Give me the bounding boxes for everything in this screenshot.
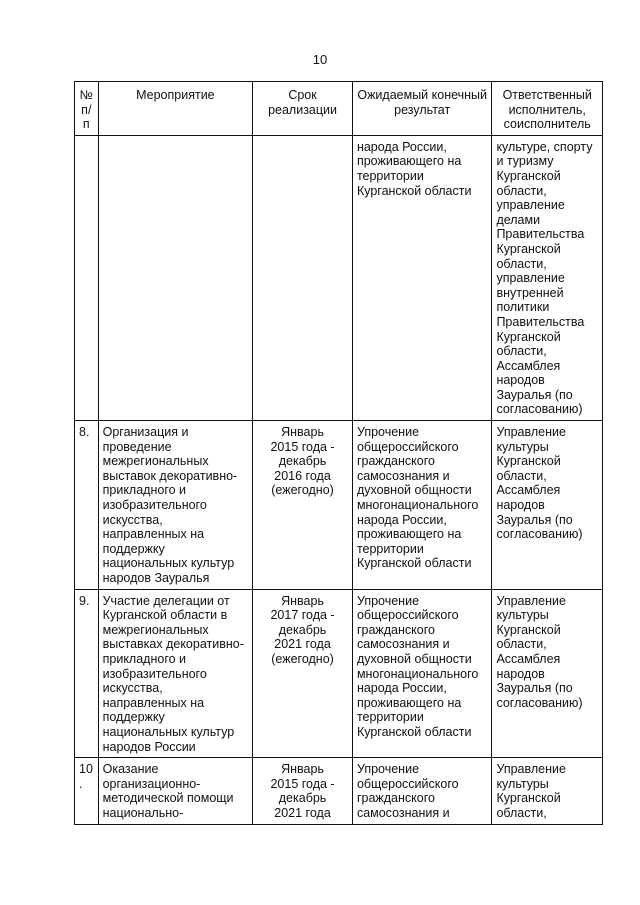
row-term: Январь 2015 года - декабрь 2021 года <box>253 758 353 824</box>
row-term: Январь 2017 года - декабрь 2021 года (ежегодно) <box>253 589 353 758</box>
events-table <box>74 81 603 825</box>
column-header-responsible: Ответственный исполнитель, соисполнитель <box>492 82 603 136</box>
table-row <box>75 758 603 824</box>
row-number: 8. <box>75 421 99 590</box>
row-number: 10. <box>75 758 99 824</box>
column-header-result: Ожидаемый конечный результат <box>352 82 492 136</box>
row-term: Январь 2015 года - декабрь 2016 года (ежегодно) <box>253 421 353 590</box>
row-result: Упрочение общероссийского гражданского самосознания и духовной общности многонационального народа России, проживающего на территории Курганской области <box>352 421 492 590</box>
row-activity: Оказание организационно- методической помощи национально- <box>98 758 253 824</box>
row-responsible: Управление культуры Курганской области, <box>492 758 603 824</box>
table-header-row <box>75 82 603 136</box>
row-result: Упрочение общероссийского гражданского самосознания и духовной общности многонационального народа России, проживающего на территории Курганской области <box>352 589 492 758</box>
row-activity: Организация и проведение межрегиональных выставок декоративно- прикладного и изобразительного искусства, направленных на поддержку национальных культур народов Зауралья <box>98 421 253 590</box>
row-number <box>75 135 99 420</box>
row-result: Упрочение общероссийского гражданского самосознания и <box>352 758 492 824</box>
column-header-activity: Мероприятие <box>98 82 253 136</box>
page-number: 10 <box>312 52 328 67</box>
row-activity: Участие делегации от Курганской области в межрегиональных выставках декоративно- прикладного и изобразительного искусства, направленных на поддержку национальных культур народов России <box>98 589 253 758</box>
row-term <box>253 135 353 420</box>
row-number: 9. <box>75 589 99 758</box>
table-row <box>75 421 603 590</box>
row-responsible: Управление культуры Курганской области, Ассамблея народов Зауралья (по согласованию) <box>492 421 603 590</box>
table-row <box>75 589 603 758</box>
row-result: народа России, проживающего на территории Курганской области <box>352 135 492 420</box>
row-responsible: Управление культуры Курганской области, Ассамблея народов Зауралья (по согласованию) <box>492 589 603 758</box>
row-activity <box>98 135 253 420</box>
column-header-term: Срок реализации <box>253 82 353 136</box>
column-header-number: № п/п <box>75 82 99 136</box>
table-row <box>75 135 603 420</box>
row-responsible: культуре, спорту и туризму Курганской области, управление делами Правительства Курганской области, управление внутренней политики Правительства Курганской области, Ассамблея народов Зауралья (по согласованию) <box>492 135 603 420</box>
